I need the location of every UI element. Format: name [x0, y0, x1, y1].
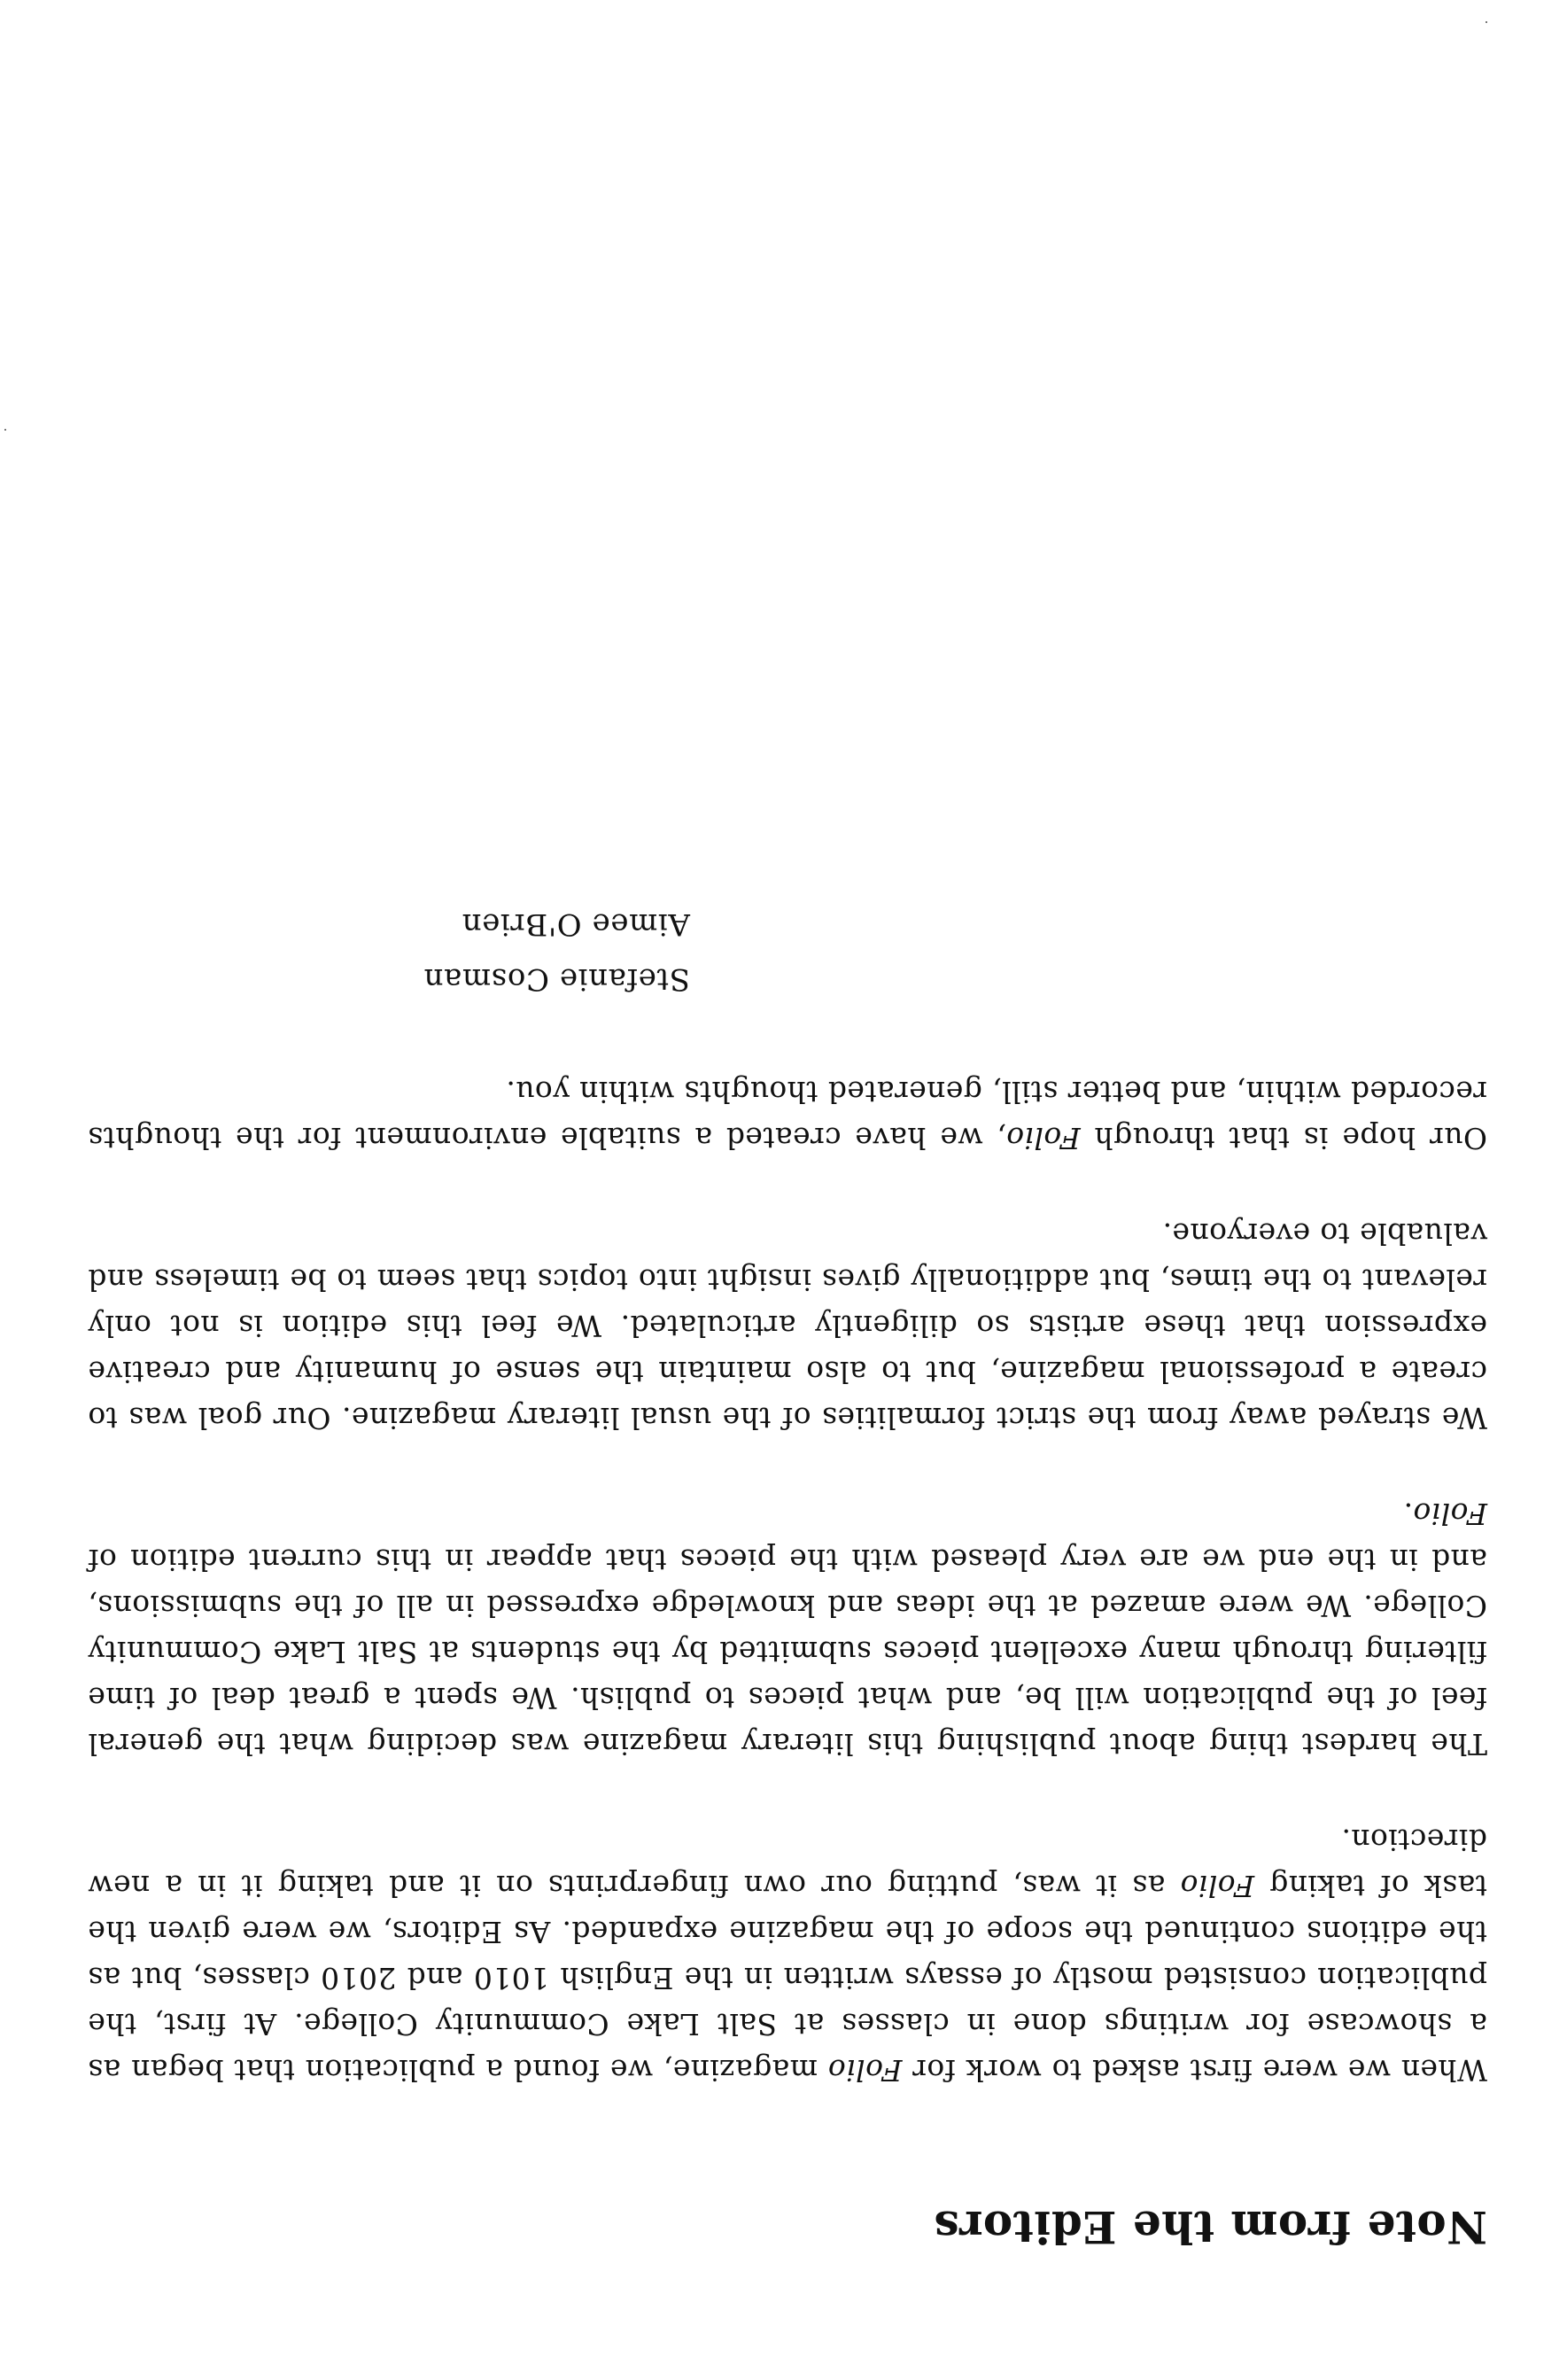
paragraph-text: as it was, putting our own fingerprints on it and taking it in a new direction. — [88, 1823, 1487, 1903]
paragraph-2 — [88, 1490, 1487, 1767]
editors-note — [88, 897, 1487, 2252]
paragraph-text: When we were first asked to work for — [902, 2053, 1487, 2088]
paragraph-text: . — [1403, 1497, 1414, 1531]
paragraph-3 — [88, 1210, 1487, 1441]
paragraph-1 — [88, 1816, 1487, 2093]
magazine-title: Folio — [827, 2053, 903, 2088]
scan-speck — [1486, 21, 1487, 23]
magazine-title: Folio — [1005, 1121, 1081, 1155]
paragraph-text: The hardest thing about publishing this literary magazine was deciding what the general feel of the publication will be, and what pieces to publish. We spent a great deal of time filtering through many excellent pieces submitted by the students at Salt Lake Community College. We were amazed at the ideas and knowledge expressed in all of the submissions, and in the end we are very pleased with the pieces that appear in this current edition of — [88, 1543, 1487, 1762]
editor-name: Aimee O'Brien — [462, 906, 690, 942]
magazine-title: Folio — [1413, 1497, 1487, 1531]
paragraph-text: , we have created a suitable environment for the thoughts recorded within, and better still, generated thoughts within you. — [88, 1075, 1487, 1155]
paragraph-text: Our hope is that through — [1080, 1121, 1487, 1155]
editor-name: Stefanie Cosman — [423, 961, 690, 997]
paragraph-text: magazine, we found a publication that began as a showcase for writings done in classes at Salt Lake Community College. At first, the publication consisted mostly of essays written in the English 1010 and 2010 classes, but as the editions continued the scope of the magazine expanded. As Editors, we were given the task of taking — [88, 1869, 1487, 2088]
signature-block — [88, 897, 690, 1007]
paragraph-text: We strayed away from the strict formalities of the usual literary magazine. Our goal was to create a professional magazine, but to also maintain the sense of humanity and creative expression that these artists so diligently articulated. We feel this edition is not only relevant to the times, but additionally gives insight into topics that seem to be timeless and valuable to everyone. — [88, 1217, 1487, 1435]
page-title: Note from the Editors — [933, 2201, 1487, 2253]
scan-speck — [4, 429, 6, 431]
paragraph-4 — [88, 1069, 1487, 1161]
magazine-title: Folio — [1180, 1869, 1255, 1903]
